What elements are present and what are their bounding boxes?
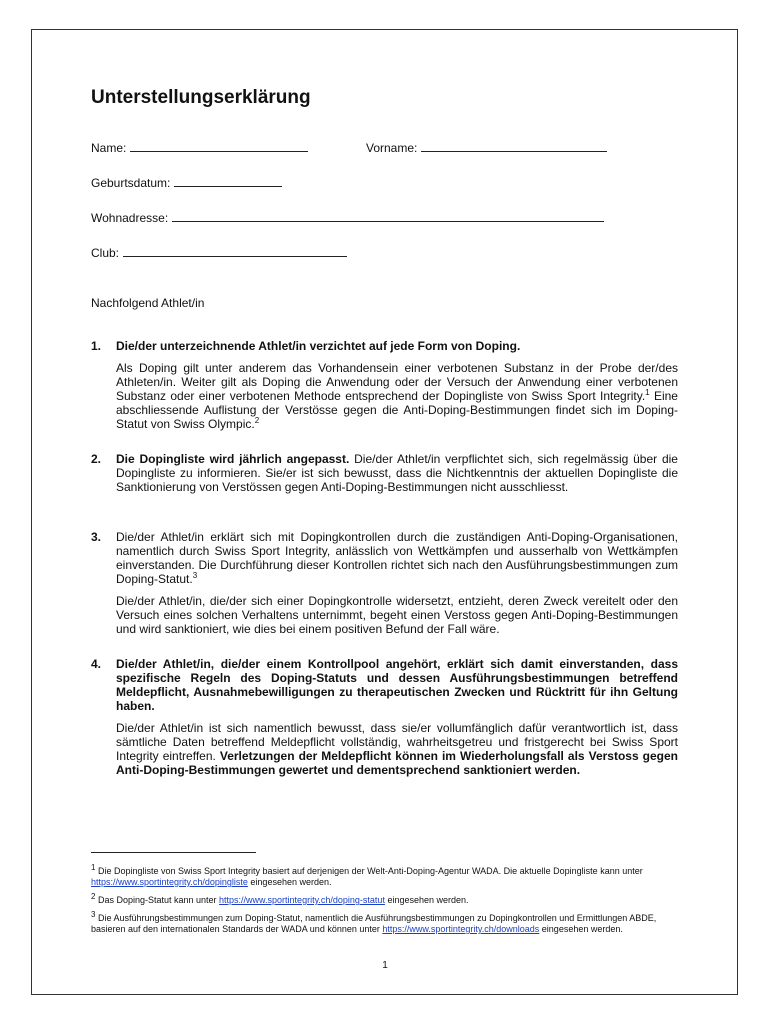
geburtsdatum-label: Geburtsdatum: — [91, 176, 171, 190]
section-3-number: 3. — [91, 530, 102, 544]
section-3-paragraph-2: Die/der Athlet/in, die/der sich einer Dopingkontrolle widersetzt, entzieht, deren Zweck vereitelt oder den Versuch eines solchen Verhaltens unternimmt, begeht einen Verstoss gegen Anti-Doping-Bestimmungen und wird sanktioniert, wie dies bei einem positiven Befund der Fall wäre. — [116, 594, 678, 636]
section-4 — [91, 657, 678, 785]
document-page — [31, 29, 738, 995]
section-1-paragraph: Als Doping gilt unter anderem das Vorhandensein einer verbotenen Substanz in der Probe der/des Athleten/in. Weiter gilt als Doping die Anwendung oder der Versuch der Anwendung einer verbotenen Substanz oder einer verbotenen Methode entsprechend der Dopingliste von Swiss Sport Integrity.$^1$ Eine abschliessende Auflistung der Verstösse gegen die Anti-Doping-Bestimmungen findet sich im Doping-Statut von Swiss Olympic.$^2$ — [116, 361, 678, 431]
wohnadresse-field — [91, 210, 604, 225]
wohnadresse-label: Wohnadresse: — [91, 211, 169, 225]
vorname-blank[interactable] — [421, 140, 607, 152]
footnote-separator — [91, 852, 256, 853]
wohnadresse-blank[interactable] — [172, 210, 604, 222]
name-field — [91, 140, 308, 155]
geburtsdatum-field — [91, 175, 282, 190]
footnote-1-link[interactable]: https://www.sportintegrity.ch/dopingliste — [91, 877, 248, 887]
name-label: Name: — [91, 141, 127, 155]
section-2-paragraph: Die Dopingliste wird jährlich angepasst. Die/der Athlet/in verpflichtet sich, sich regelmässig über die Dopingliste zu informieren. Sie/er ist sich bewusst, dass die Nichtkenntnis der aktuellen Dopingliste die Sanktionierung von Verstössen gegen Anti-Doping-Bestimmungen nicht ausschliesst. — [116, 452, 678, 494]
section-3 — [91, 530, 678, 644]
section-4-paragraph: Die/der Athlet/in ist sich namentlich bewusst, dass sie/er vollumfänglich dafür verantwortlich ist, dass sämtliche Daten betreffend Meldepflicht vollständig, wahrheitsgetreu und fristgerecht bei Swiss Sport Integrity eintreffen. Verletzungen der Meldepflicht können im Wiederholungsfall als Verstoss gegen Anti-Doping-Bestimmungen gewertet und dementsprechend sanktioniert werden. — [116, 721, 678, 777]
section-4-heading: Die/der Athlet/in, die/der einem Kontrollpool angehört, erklärt sich damit einverstanden, dass spezifische Regeln des Doping-Statuts und dessen Ausführungsbestimmungen betreffend Meldepflicht, Ausnahmebewilligungen zu therapeutischen Zwecken und Rücktritt für ihn Geltung haben. — [116, 657, 678, 713]
intro-text: Nachfolgend Athlet/in — [91, 296, 205, 310]
geburtsdatum-blank[interactable] — [174, 175, 282, 187]
section-2 — [91, 452, 678, 502]
section-4-number: 4. — [91, 657, 102, 671]
footnote-3-link[interactable]: https://www.sportintegrity.ch/downloads — [382, 924, 540, 934]
page-title: Unterstellungserklärung — [91, 87, 311, 108]
section-2-number: 2. — [91, 452, 102, 466]
club-label: Club: — [91, 246, 120, 260]
footnote-3: $^3$ Die Ausführungsbestimmungen zum Doping-Statut, namentlich die Ausführungsbestimmungen zu Dopingkontrollen und Ermittlungen ABDE, basieren auf den internationalen Standards der WADA und können unter https://www.sportintegrity.ch/downloads eingesehen werden. — [91, 910, 657, 934]
name-blank[interactable] — [130, 140, 308, 152]
page-number: 1 — [382, 960, 388, 971]
footnote-2-link[interactable]: https://www.sportintegrity.ch/doping-statut — [219, 895, 385, 905]
section-1-number: 1. — [91, 339, 102, 353]
vorname-label: Vorname: — [366, 141, 418, 155]
section-1 — [91, 339, 678, 439]
footnote-1: $^1$ Die Dopingliste von Swiss Sport Integrity basiert auf derjenigen der Welt-Anti-Doping-Agentur WADA. Die aktuelle Dopingliste kann unter https://www.sportintegrity.ch/dopingliste eingesehen werden. — [91, 863, 643, 887]
section-3-paragraph-1: Die/der Athlet/in erklärt sich mit Dopingkontrollen durch die zuständigen Anti-Doping-Organisationen, namentlich durch Swiss Sport Integrity, anlässlich von Wettkämpfen und ausserhalb von Wettkämpfen einverstanden. Die Durchführung dieser Kontrollen richtet sich nach den Ausführungsbestimmungen zum Doping-Statut.$^3$ — [116, 530, 678, 586]
club-blank[interactable] — [123, 245, 347, 257]
section-1-heading: Die/der unterzeichnende Athlet/in verzichtet auf jede Form von Doping. — [116, 339, 521, 353]
vorname-field — [366, 140, 607, 155]
footnote-2: $^2$ Das Doping-Statut kann unter https://www.sportintegrity.ch/doping-statut eingesehen werden. — [91, 892, 469, 905]
club-field — [91, 245, 347, 260]
